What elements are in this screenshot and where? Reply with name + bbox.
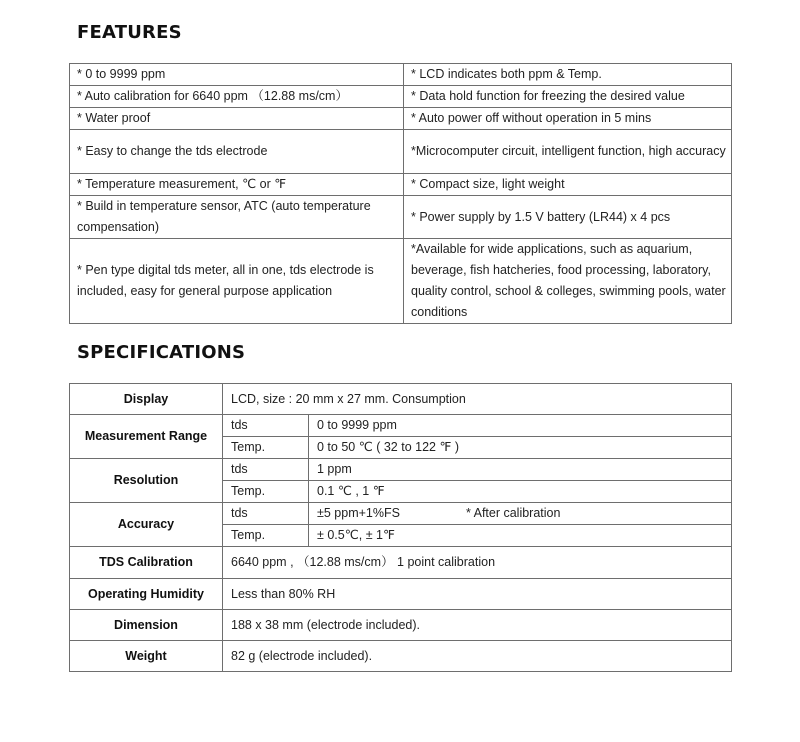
spec-value: LCD, size : 20 mm x 27 mm. Consumption <box>223 384 732 415</box>
spec-label: TDS Calibration <box>70 547 223 579</box>
spec-row-dimension <box>70 610 732 641</box>
table-row <box>70 174 732 196</box>
feature-cell: * Pen type digital tds meter, all in one, tds electrode is included, easy for general purpose application <box>70 239 404 324</box>
spec-key: Temp. <box>223 481 309 503</box>
spec-value: 6640 ppm , （12.88 ms/cm） 1 point calibration <box>223 547 732 579</box>
specifications-heading: SPECIFICATIONS <box>77 342 246 363</box>
spec-label: Accuracy <box>70 503 223 547</box>
spec-label: Weight <box>70 641 223 672</box>
spec-row-accuracy <box>70 503 732 525</box>
table-row <box>70 130 732 174</box>
table-row <box>70 196 732 239</box>
spec-value: 0 to 9999 ppm <box>309 415 732 437</box>
spec-value: ± 0.5℃, ± 1℉ <box>309 525 732 547</box>
feature-cell: * Auto power off without operation in 5 mins <box>404 108 732 130</box>
feature-cell: * 0 to 9999 ppm <box>70 64 404 86</box>
table-row <box>70 86 732 108</box>
feature-cell: *Microcomputer circuit, intelligent function, high accuracy <box>404 130 732 174</box>
spec-row-operating-humidity <box>70 579 732 610</box>
spec-key: tds <box>223 459 309 481</box>
spec-value <box>309 503 732 525</box>
spec-row-tds-calibration <box>70 547 732 579</box>
spec-key: Temp. <box>223 525 309 547</box>
specifications-table <box>69 383 732 672</box>
spec-label: Display <box>70 384 223 415</box>
feature-cell: * Build in temperature sensor, ATC (auto temperature compensation) <box>70 196 404 239</box>
table-row <box>70 108 732 130</box>
calibration-note: * After calibration <box>465 506 561 520</box>
spec-value: 188 x 38 mm (electrode included). <box>223 610 732 641</box>
spec-value: Less than 80% RH <box>223 579 732 610</box>
spec-key: tds <box>223 415 309 437</box>
feature-cell: * LCD indicates both ppm & Temp. <box>404 64 732 86</box>
feature-cell: * Temperature measurement, ℃ or ℉ <box>70 174 404 196</box>
spec-label: Operating Humidity <box>70 579 223 610</box>
spec-value: 1 ppm <box>309 459 732 481</box>
table-row <box>70 64 732 86</box>
feature-cell: * Auto calibration for 6640 ppm （12.88 ms/cm） <box>70 86 404 108</box>
spec-row-weight <box>70 641 732 672</box>
spec-label: Measurement Range <box>70 415 223 459</box>
spec-label: Dimension <box>70 610 223 641</box>
feature-cell: * Compact size, light weight <box>404 174 732 196</box>
spec-value: 0.1 ℃ , 1 ℉ <box>309 481 732 503</box>
spec-row-measurement-range <box>70 415 732 437</box>
spec-value: 82 g (electrode included). <box>223 641 732 672</box>
spec-row-resolution <box>70 459 732 481</box>
feature-cell: * Water proof <box>70 108 404 130</box>
feature-cell: * Power supply by 1.5 V battery (LR44) x 4 pcs <box>404 196 732 239</box>
spec-label: Resolution <box>70 459 223 503</box>
feature-cell: * Data hold function for freezing the desired value <box>404 86 732 108</box>
features-heading: FEATURES <box>77 22 182 43</box>
table-row <box>70 239 732 324</box>
feature-cell: * Easy to change the tds electrode <box>70 130 404 174</box>
accuracy-tds-value: ±5 ppm+1%FS <box>317 506 400 520</box>
spec-key: tds <box>223 503 309 525</box>
spec-key: Temp. <box>223 437 309 459</box>
spec-value: 0 to 50 ℃ ( 32 to 122 ℉ ) <box>309 437 732 459</box>
features-table <box>69 63 732 324</box>
spec-row-display <box>70 384 732 415</box>
feature-cell: *Available for wide applications, such as aquarium, beverage, fish hatcheries, food processing, laboratory, quality control, school & colleges, swimming pools, water conditions <box>404 239 732 324</box>
